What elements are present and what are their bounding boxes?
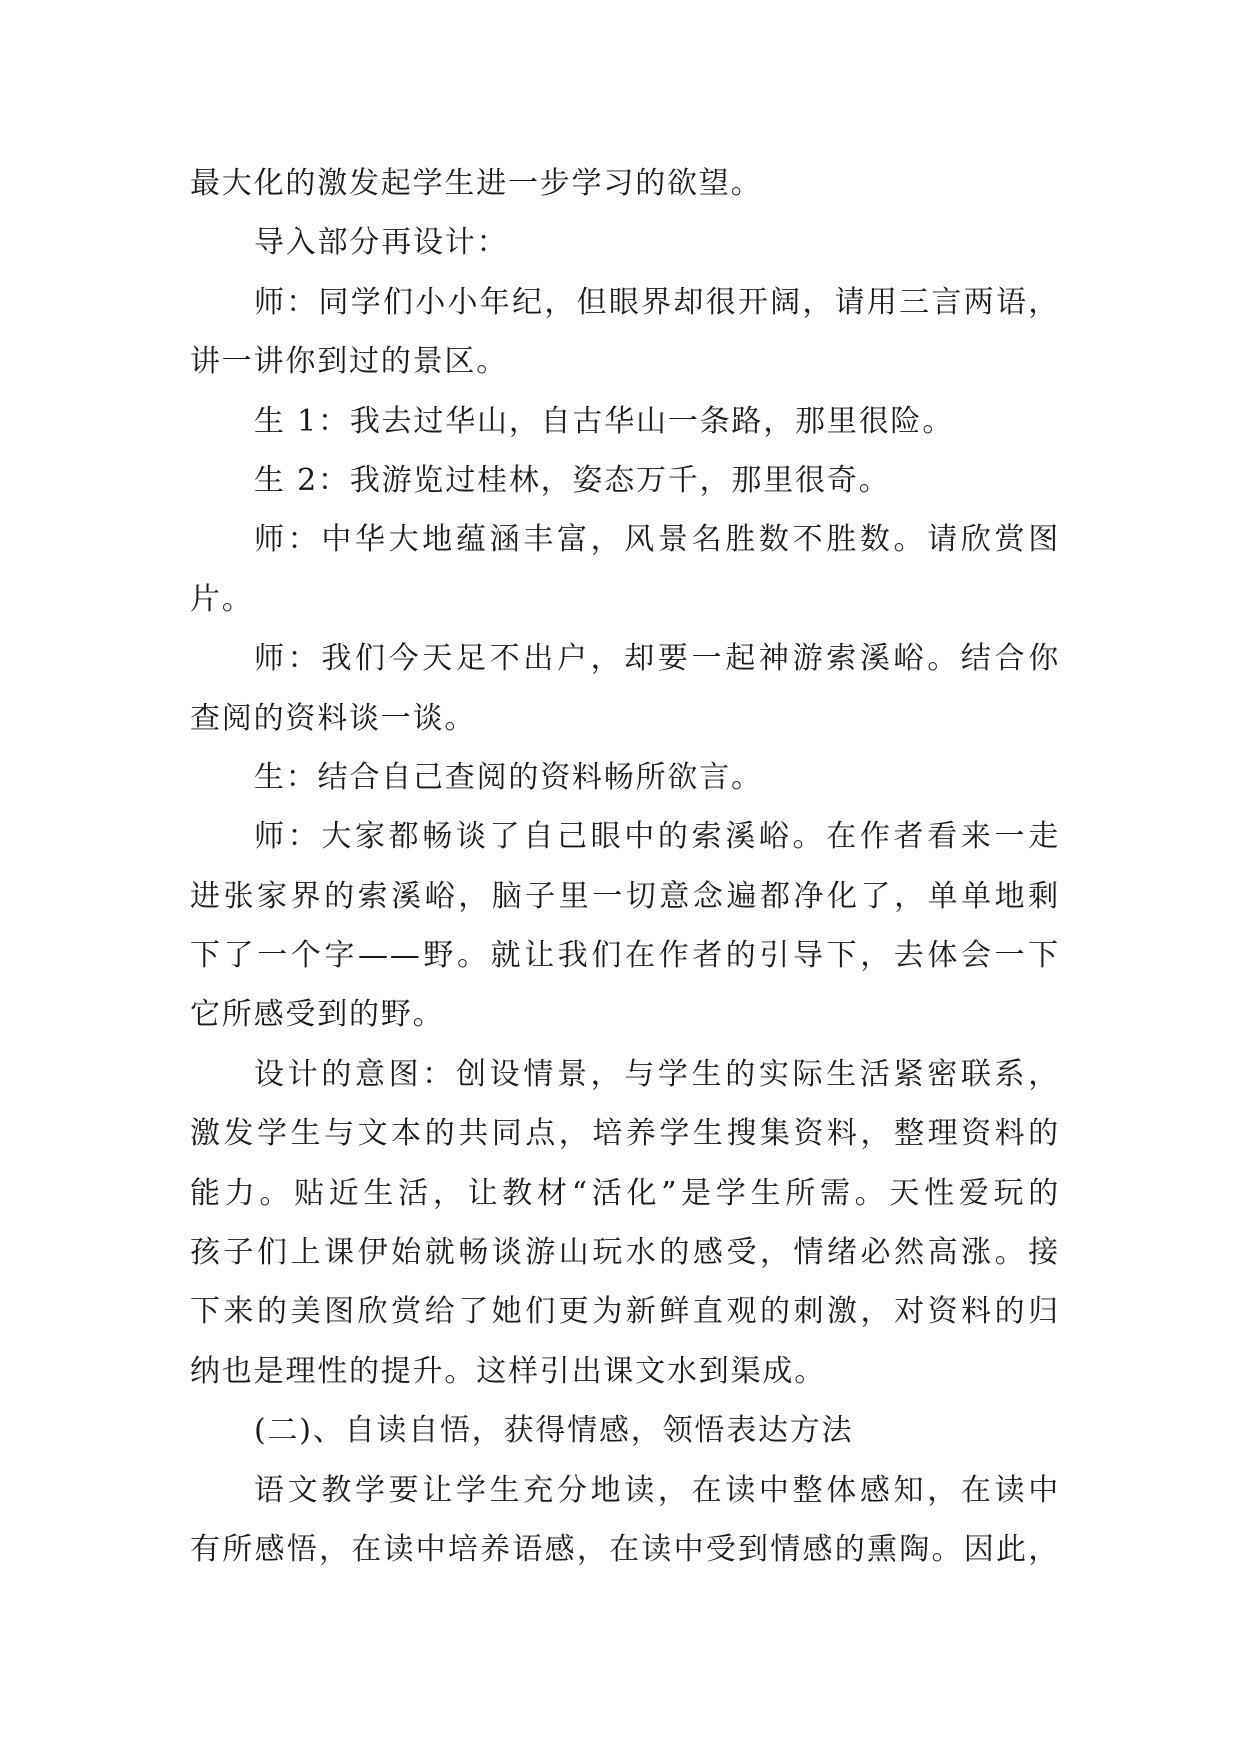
text-line: 片。 xyxy=(190,581,254,617)
text-line: 最大化的激发起学生进一步学习的欲望。 xyxy=(190,166,763,201)
text-line: 师：大家都畅谈了自己眼中的索溪峪。在作者看来一走 xyxy=(254,819,1060,855)
text-line: 纳也是理性的提升。这样引出课文水到渠成。 xyxy=(190,1353,826,1389)
text-line: 讲一讲你到过的景区。 xyxy=(190,344,508,380)
text-line: 生 1：我去过华山，自古华山一条路，那里很险。 xyxy=(254,403,955,439)
text-line: 进张家界的索溪峪，脑子里一切意念遍都净化了，单单地剩 xyxy=(190,878,1060,914)
text-line: 师：中华大地蕴涵丰富，风景名胜数不胜数。请欣赏图 xyxy=(254,522,1060,558)
text-line: 能力。贴近生活，让教材“活化”是学生所需。天性爱玩的 xyxy=(190,1175,1060,1211)
text-line: 生 2：我游览过桂林，姿态万千，那里很奇。 xyxy=(254,462,891,498)
text-line: 师：同学们小小年纪，但眼界却很开阔，请用三言两语， xyxy=(254,284,1060,320)
text-line: 师：我们今天足不出户，却要一起神游索溪峪。结合你 xyxy=(254,641,1060,677)
text-line: 导入部分再设计： xyxy=(254,225,509,261)
text-line: 生：结合自己查阅的资料畅所欲言。 xyxy=(254,759,763,795)
text-line: 下来的美图欣赏给了她们更为新鲜直观的刺激，对资料的归 xyxy=(190,1294,1060,1330)
document-body xyxy=(190,154,1060,1579)
text-line: 语文教学要让学生充分地读，在读中整体感知，在读中 xyxy=(254,1472,1060,1508)
text-line: 查阅的资料谈一谈。 xyxy=(190,700,477,736)
text-line: 下了一个字——野。就让我们在作者的引导下，去体会一下 xyxy=(190,938,1060,974)
text-line: 孩子们上课伊始就畅谈游山玩水的感受，情绪必然高涨。接 xyxy=(190,1235,1060,1271)
section-heading: (二)、自读自悟，获得情感，领悟表达方法 xyxy=(254,1413,854,1449)
text-line: 设计的意图：创设情景，与学生的实际生活紧密联系， xyxy=(254,1056,1060,1092)
text-line: 有所感悟，在读中培养语感，在读中受到情感的熏陶。因此， xyxy=(190,1531,1060,1567)
text-line: 它所感受到的野。 xyxy=(190,997,445,1033)
text-line: 激发学生与文本的共同点，培养学生搜集资料，整理资料的 xyxy=(190,1116,1060,1152)
